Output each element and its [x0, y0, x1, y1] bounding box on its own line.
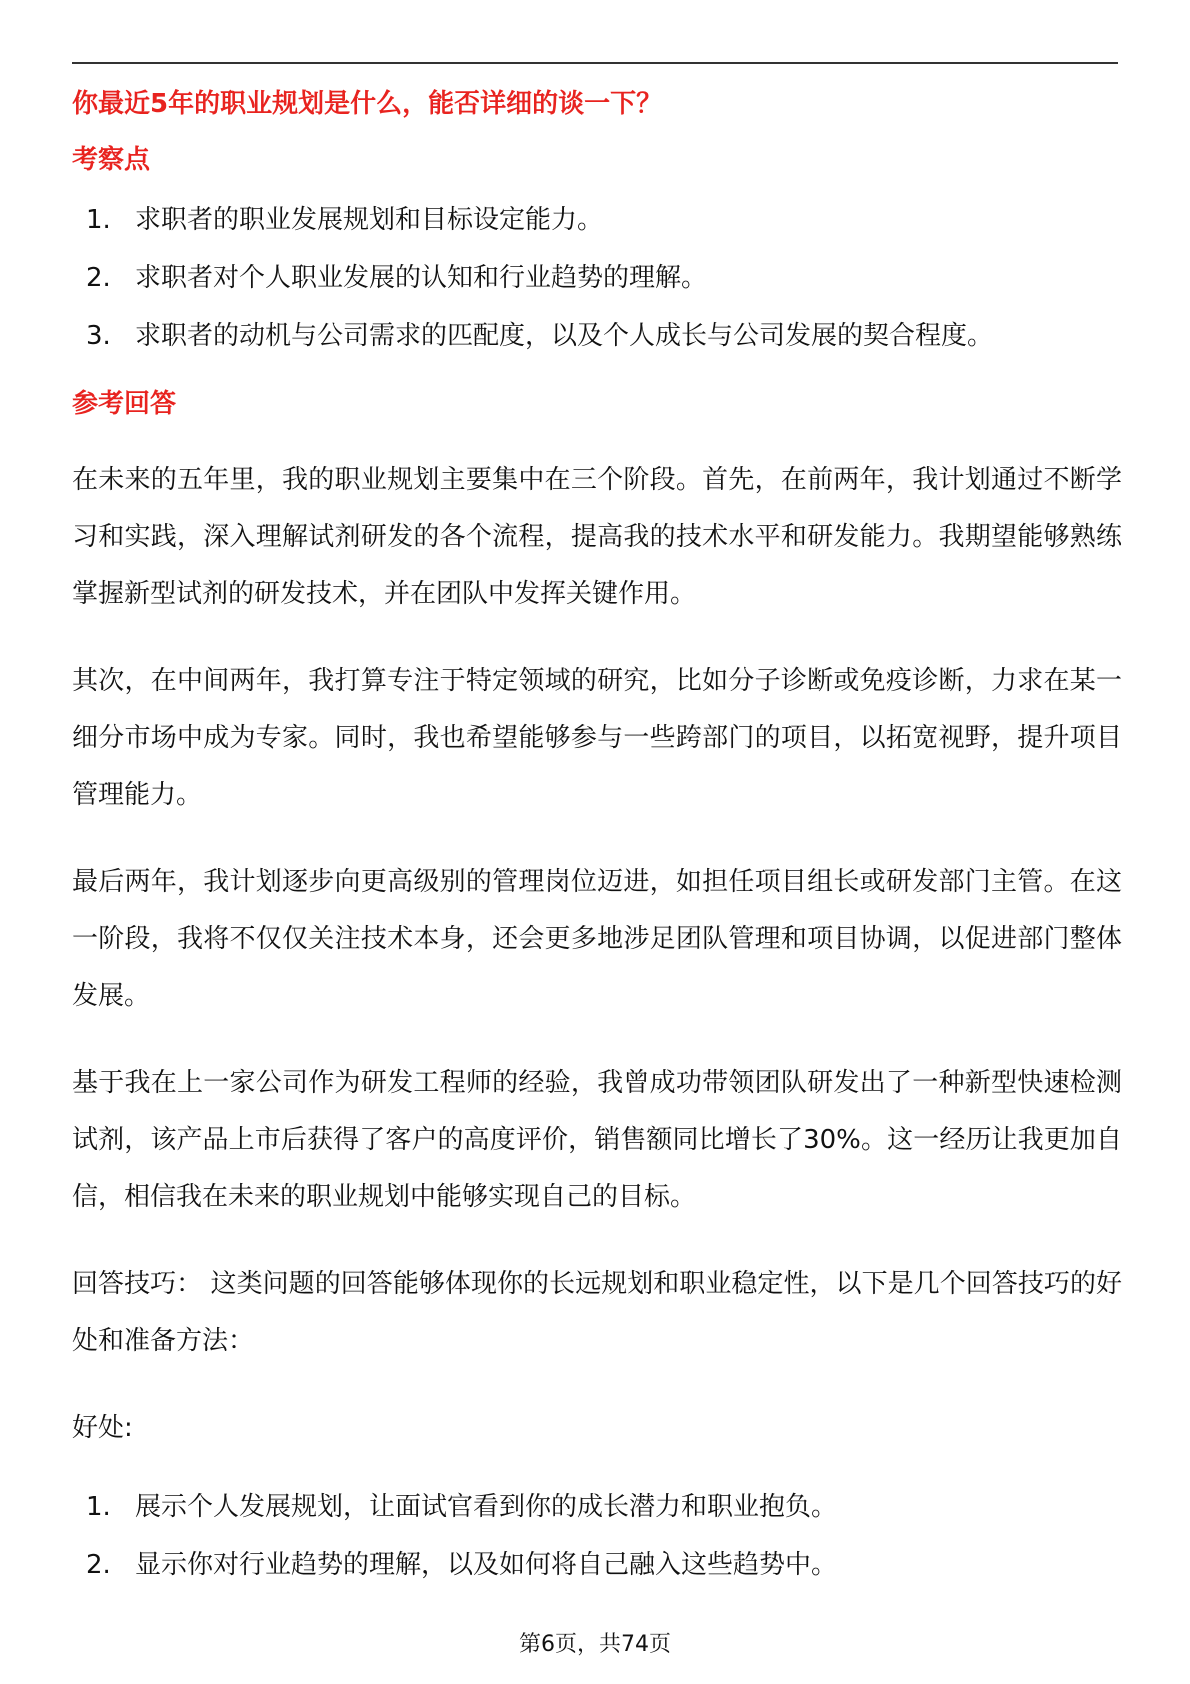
list-item-number: 1. — [86, 205, 111, 235]
list-item-text: 求职者的职业发展规划和目标设定能力。 — [135, 205, 604, 235]
answer-paragraph-3: 最后两年，我计划逐步向更高级别的管理岗位迈进，如担任项目组长或研发部门主管。在这一阶段，我将不仅仅关注技术本身，还会更多地涉足团队管理和项目协调，以促进部门整体发展。 — [72, 867, 1122, 1011]
list-item-number: 2. — [86, 263, 111, 293]
list-item-number: 1. — [86, 1492, 111, 1522]
list-item — [72, 318, 1122, 354]
check-points-heading: 考察点 — [72, 145, 151, 175]
answer-paragraph-4: 基于我在上一家公司作为研发工程师的经验，我曾成功带领团队研发出了一种新型快速检测试剂，该产品上市后获得了客户的高度评价，销售额同比增长了30%。这一经历让我更加自信，相信我在未来的职业规划中能够实现自己的目标。 — [72, 1068, 1122, 1212]
check-points-list — [72, 202, 1122, 354]
benefits-list — [72, 1489, 1122, 1583]
list-item-number: 3. — [86, 321, 111, 351]
list-item — [72, 1489, 1122, 1525]
question-title: 你最近5年的职业规划是什么，能否详细的谈一下？ — [72, 89, 663, 119]
answer-paragraph-1: 在未来的五年里，我的职业规划主要集中在三个阶段。首先，在前两年，我计划通过不断学习和实践，深入理解试剂研发的各个流程，提高我的技术水平和研发能力。我期望能够熟练掌握新型试剂的研发技术，并在团队中发挥关键作用。 — [72, 465, 1122, 609]
list-item-text: 展示个人发展规划，让面试官看到你的成长潜力和职业抱负。 — [135, 1492, 838, 1522]
answer-heading: 参考回答 — [72, 389, 177, 419]
top-rule — [72, 62, 1118, 64]
list-item-text: 求职者对个人职业发展的认知和行业趋势的理解。 — [135, 263, 708, 293]
answer-tips-paragraph: 回答技巧： 这类问题的回答能够体现你的长远规划和职业稳定性，以下是几个回答技巧的好处和准备方法： — [72, 1269, 1122, 1356]
benefits-label: 好处: — [72, 1413, 133, 1443]
answer-paragraph-2: 其次，在中间两年，我打算专注于特定领域的研究，比如分子诊断或免疫诊断，力求在某一细分市场中成为专家。同时，我也希望能够参与一些跨部门的项目，以拓宽视野，提升项目管理能力。 — [72, 666, 1122, 810]
list-item — [72, 1547, 1122, 1583]
page-content — [72, 82, 1122, 1605]
list-item-number: 2. — [86, 1550, 111, 1580]
list-item — [72, 202, 1122, 238]
list-item — [72, 260, 1122, 296]
list-item-text: 显示你对行业趋势的理解，以及如何将自己融入这些趋势中。 — [135, 1550, 838, 1580]
list-item-text: 求职者的动机与公司需求的匹配度，以及个人成长与公司发展的契合程度。 — [135, 321, 994, 351]
page-footer: 第6页，共74页 — [519, 1632, 671, 1657]
